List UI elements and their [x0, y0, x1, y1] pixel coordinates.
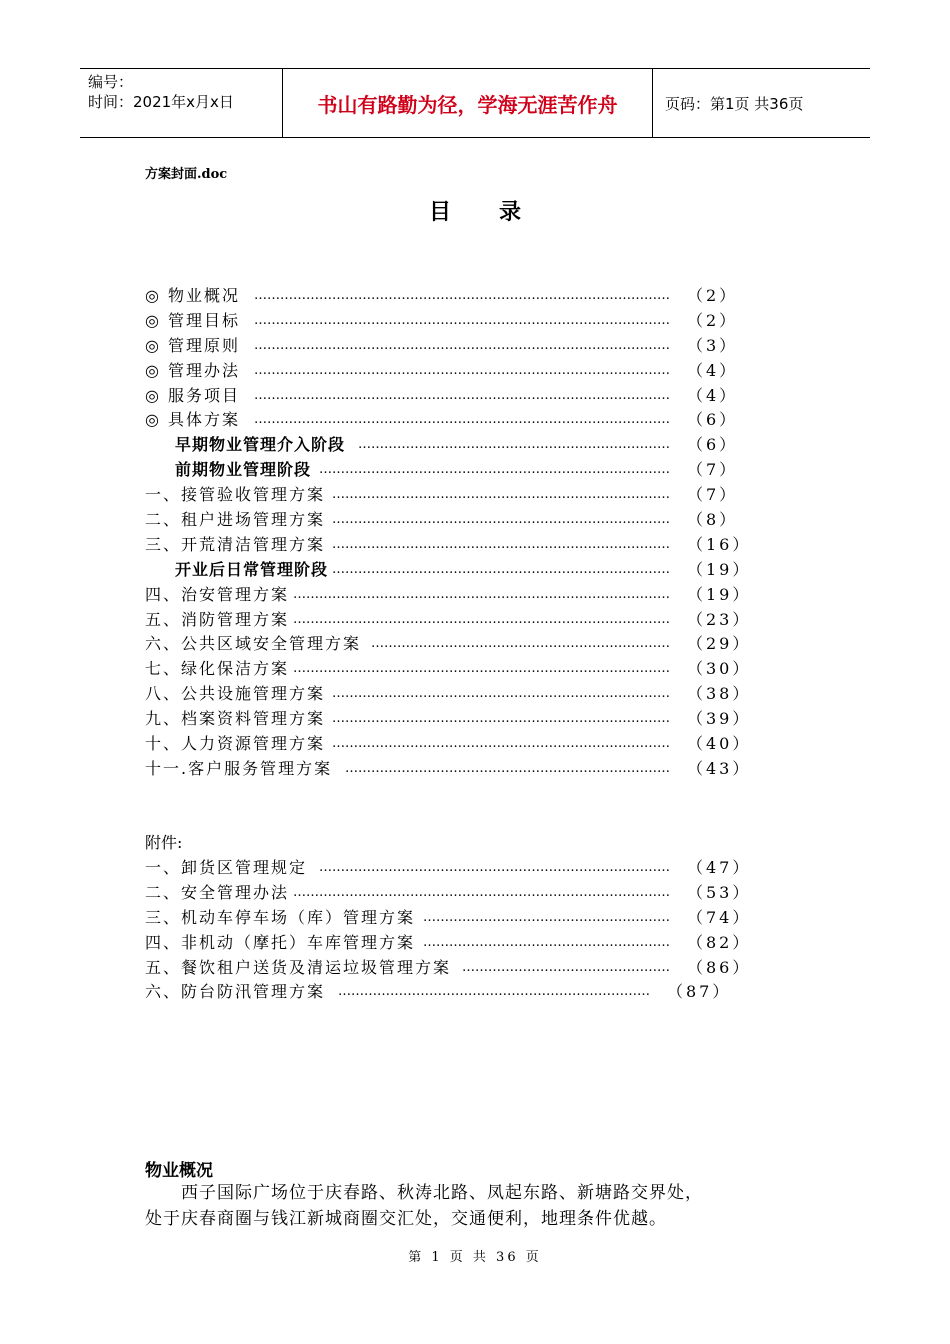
entry-label: ◎ 管理办法 [145, 360, 241, 380]
leader-dots: ………………………………………………… [423, 909, 670, 925]
leader-dots: …………………………………………………………………………………… [254, 387, 670, 403]
header-slogan: 书山有路勤为径，学海无涯苦作舟 [282, 69, 653, 137]
leader-dots: …………………………………………………………………… [332, 512, 670, 528]
leader-dots: …………………………………………………………………………………… [254, 288, 670, 303]
leader-dots: …………………………………………………………………………………… [254, 362, 670, 378]
leader-dots: …………………………………………………………………… [332, 686, 670, 702]
entry-page-number: （19） [687, 584, 752, 604]
leader-dots: ………………………………………………………………… [345, 760, 670, 776]
toc-entry [145, 732, 765, 757]
appendix-entry [145, 906, 765, 931]
toc-entry [145, 359, 765, 384]
toc-entry [145, 284, 765, 309]
entry-page-number: （38） [687, 684, 752, 704]
entry-label: 三、开荒清洁管理方案 [145, 534, 326, 554]
appendix-label: 附件: [145, 833, 183, 852]
entry-label: 二、租户进场管理方案 [145, 510, 326, 530]
entry-page-number: （30） [687, 659, 752, 679]
toc-entry [145, 558, 765, 583]
appendix-entry [145, 956, 765, 981]
toc-entry [145, 309, 765, 334]
entry-label: 四、治安管理方案 [145, 584, 290, 604]
file-name: 方案封面.doc [145, 167, 228, 182]
leader-dots: …………………………………………………………………………… [293, 884, 670, 900]
entry-page-number: （47） [687, 858, 752, 877]
entry-label: 开业后日常管理阶段 [175, 559, 329, 579]
entry-label: ◎ 管理目标 [145, 310, 241, 330]
entry-label: 六、公共区域安全管理方案 [145, 634, 362, 654]
leader-dots: ……………………………………………………………………… [319, 462, 670, 478]
section-title: 物业概况 [145, 1161, 213, 1181]
entry-label: 十、人力资源管理方案 [145, 734, 326, 754]
toc-entry [145, 433, 765, 458]
entry-label: 二、安全管理办法 [145, 882, 290, 902]
entry-label: 一、卸货区管理规定 [145, 858, 308, 877]
entry-page-number: （23） [687, 609, 752, 629]
toc-entry [145, 533, 765, 558]
leader-dots: …………………………………………………………………………………… [254, 412, 670, 428]
entry-page-number: （19） [687, 559, 752, 579]
paragraph-line: 西子国际广场位于庆春路、秋涛北路、凤起东路、新塘路交界处， [145, 1183, 703, 1203]
entry-page-number: （39） [687, 709, 752, 729]
entry-label: 五、餐饮租户送货及清运垃圾管理方案 [145, 957, 452, 977]
toc-entry [145, 334, 765, 359]
entry-label: ◎ 管理原则 [145, 335, 241, 355]
entry-label: 四、非机动（摩托）车库管理方案 [145, 932, 416, 952]
leader-dots: …………………………………………………………………………………… [254, 312, 670, 328]
leader-dots: …………………………………………………………………………… [293, 661, 670, 677]
appendix-entry [145, 980, 765, 1005]
entry-page-number: （6） [687, 435, 739, 455]
entry-page-number: （7） [687, 460, 739, 480]
leader-dots: ……………………………………………………………… [338, 984, 650, 1000]
leader-dots: …………………………………………………………………………… [293, 611, 670, 627]
entry-page-number: （7） [687, 485, 739, 505]
toc-entry [145, 657, 765, 682]
paragraph-line: 处于庆春商圈与钱江新城商圈交汇处，交通便利，地理条件优越。 [145, 1209, 667, 1229]
entry-label: 早期物业管理介入阶段 [175, 435, 346, 455]
entry-page-number: （29） [687, 634, 752, 654]
leader-dots: ……………………………………………………………… [358, 437, 670, 453]
page-footer: 第 1 页 共 36 页 [408, 1250, 542, 1265]
entry-label: 一、接管验收管理方案 [145, 485, 326, 505]
toc-entry [145, 608, 765, 633]
appendix-entry [145, 856, 765, 881]
entry-page-number: （87） [667, 982, 732, 1002]
entry-label: ◎ 具体方案 [145, 410, 241, 430]
header-page-info: 页码：第1页 共36页 [665, 94, 804, 113]
toc-entry [145, 632, 765, 657]
entry-page-number: （53） [687, 882, 752, 902]
toc-entry [145, 682, 765, 707]
entry-page-number: （4） [687, 385, 739, 405]
leader-dots: ……………………………………………………………………… [319, 860, 670, 875]
leader-dots: …………………………………………………………………………………… [254, 337, 670, 353]
toc-entry [145, 508, 765, 533]
entry-label: ◎ 服务项目 [145, 385, 241, 405]
entry-label: 十一.客户服务管理方案 [145, 758, 333, 778]
entry-label: 六、防台防汛管理方案 [145, 982, 326, 1002]
entry-label: ◎ 物业概况 [145, 286, 241, 305]
number-label: 编号： [88, 73, 134, 91]
leader-dots: …………………………………………………………………… [332, 736, 670, 752]
entry-label: 九、档案资料管理方案 [145, 709, 326, 729]
leader-dots: …………………………………………………………… [371, 636, 670, 652]
appendix-entry [145, 931, 765, 956]
toc-entry [145, 384, 765, 409]
entry-label: 五、消防管理方案 [145, 609, 290, 629]
entry-page-number: （2） [687, 286, 739, 305]
entry-page-number: （82） [687, 932, 752, 952]
entry-label: 八、公共设施管理方案 [145, 684, 326, 704]
table-of-contents [145, 284, 765, 782]
toc-entry [145, 458, 765, 483]
page-header [80, 68, 870, 138]
entry-page-number: （3） [687, 335, 739, 355]
entry-page-number: （2） [687, 310, 739, 330]
header-meta-cell [80, 69, 282, 137]
section-paragraph [145, 1180, 825, 1232]
entry-page-number: （6） [687, 410, 739, 430]
entry-page-number: （4） [687, 360, 739, 380]
entry-label: 三、机动车停车场（库）管理方案 [145, 907, 416, 927]
entry-label: 七、绿化保洁方案 [145, 659, 290, 679]
date-label: 时间：2021年x月x日 [88, 93, 234, 111]
entry-page-number: （74） [687, 907, 752, 927]
toc-entry [145, 408, 765, 433]
page-title: 目录 [428, 199, 569, 225]
entry-page-number: （40） [687, 734, 752, 754]
leader-dots: ………………………………………… [462, 959, 670, 975]
leader-dots: ………………………………………………… [423, 934, 670, 950]
leader-dots: …………………………………………………………………… [332, 561, 670, 577]
entry-page-number: （43） [687, 758, 752, 778]
entry-page-number: （16） [687, 534, 752, 554]
toc-entry [145, 583, 765, 608]
leader-dots: …………………………………………………………………… [332, 536, 670, 552]
entry-label: 前期物业管理阶段 [175, 460, 312, 480]
toc-entry [145, 483, 765, 508]
leader-dots: …………………………………………………………………… [332, 487, 670, 503]
toc-entry [145, 707, 765, 732]
entry-page-number: （86） [687, 957, 752, 977]
appendix-entry [145, 881, 765, 906]
leader-dots: …………………………………………………………………… [332, 711, 670, 727]
toc-entry [145, 757, 765, 782]
leader-dots: …………………………………………………………………………… [293, 586, 670, 602]
entry-page-number: （8） [687, 510, 739, 530]
appendix-list [145, 856, 765, 1005]
